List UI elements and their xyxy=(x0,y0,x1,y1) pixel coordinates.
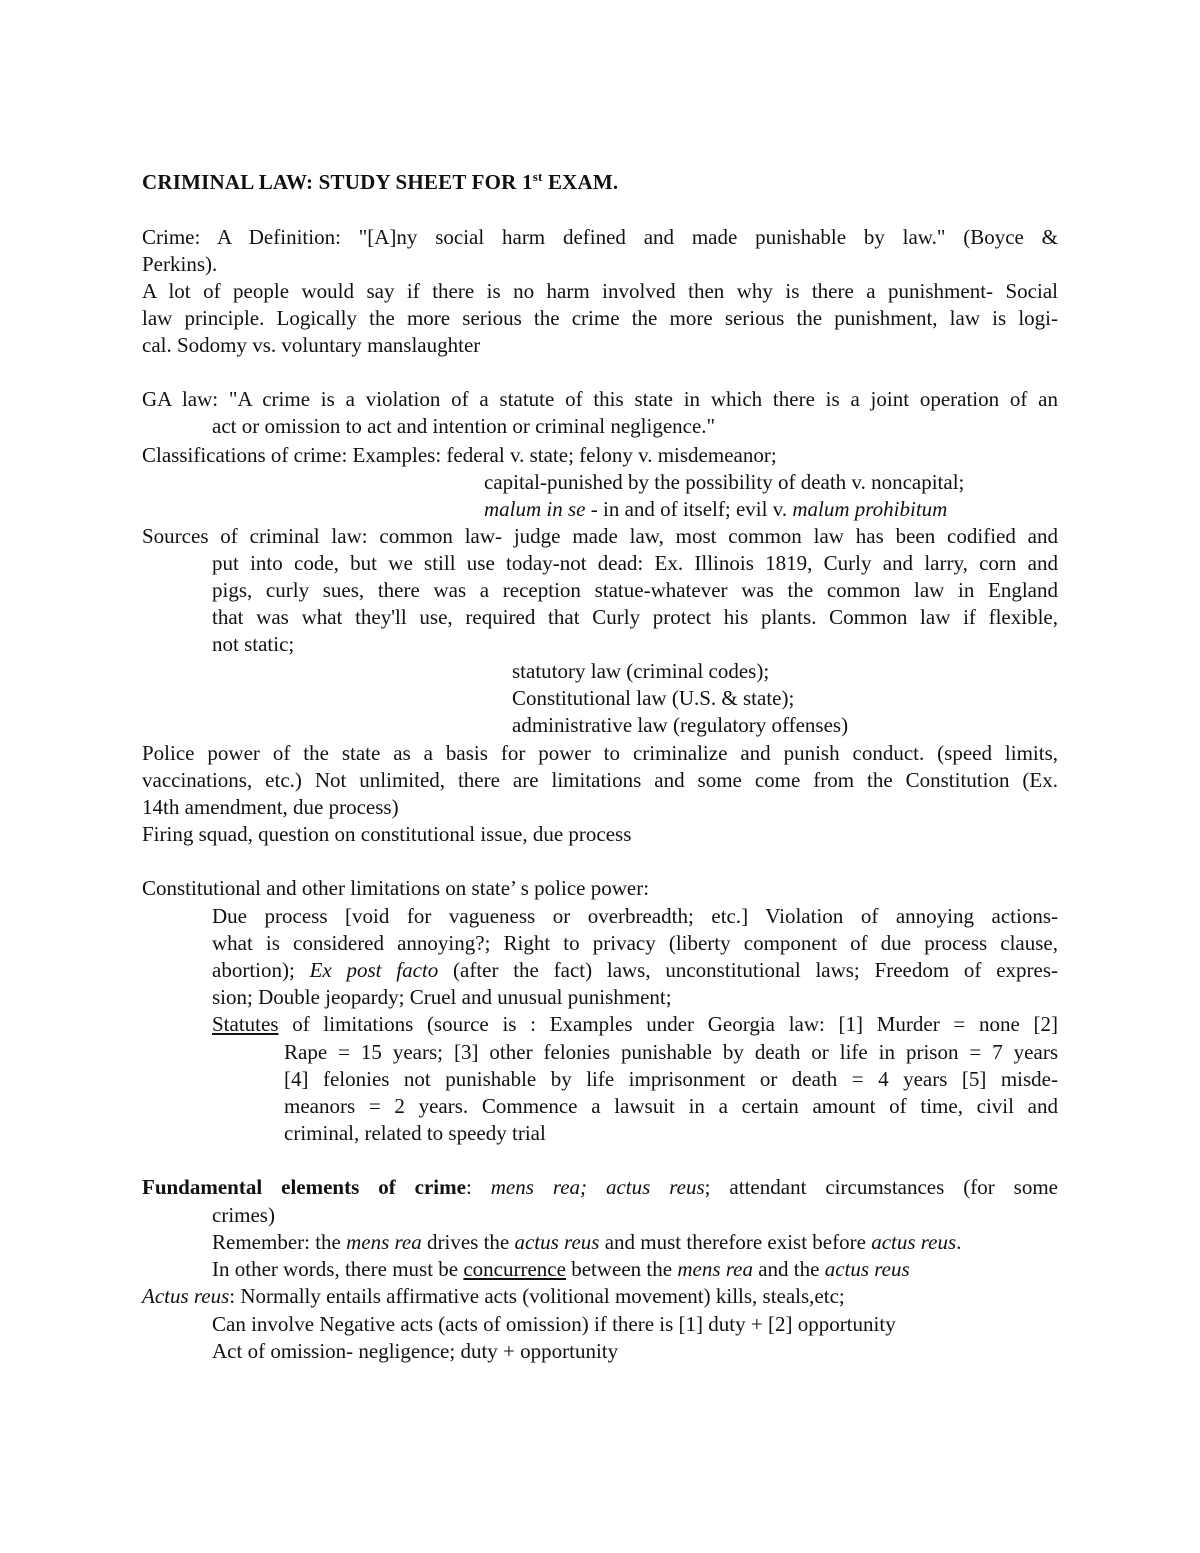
police-power-line-2: vaccinations, etc.) Not unlimited, there are limitations and some come from the Constitution (Ex. xyxy=(142,768,1058,792)
crime-note-line-2: law principle. Logically the more serious the crime the more serious the punishment, law is logi- xyxy=(142,306,1058,330)
elements-line-1: Fundamental elements of crime: mens rea; actus reus; attendant circumstances (for some xyxy=(142,1175,1058,1199)
sources-line-4: that was what they'll use, required that Curly protect his plants. Common law if flexible, xyxy=(212,605,1058,629)
sources-line-5: not static; xyxy=(212,632,295,656)
due-process-line-1: Due process [void for vagueness or overbreadth; etc.] Violation of annoying actions- xyxy=(212,904,1058,928)
ga-law-line-1: GA law: "A crime is a violation of a statute of this state in which there is a joint operation of an xyxy=(142,387,1058,411)
sources-constitutional-law: Constitutional law (U.S. & state); xyxy=(512,686,795,710)
actus-reus-line-2: Can involve Negative acts (acts of omission) if there is [1] duty + [2] opportunity xyxy=(212,1312,896,1336)
classifications-line-3: malum in se - in and of itself; evil v. malum prohibitum xyxy=(484,497,948,521)
sources-administrative-law: administrative law (regulatory offenses) xyxy=(512,713,849,737)
statutes-line-4: meanors = 2 years. Commence a lawsuit in a certain amount of time, civil and xyxy=(284,1094,1058,1118)
crime-note-line-3: cal. Sodomy vs. voluntary manslaughter xyxy=(142,333,481,357)
classifications-line-1: Classifications of crime: Examples: federal v. state; felony v. misdemeanor; xyxy=(142,443,777,467)
statutes-line-3: [4] felonies not punishable by life imprisonment or death = 4 years [5] misde- xyxy=(284,1067,1058,1091)
limitations-heading: Constitutional and other limitations on state’ s police power: xyxy=(142,876,650,900)
title-superscript: st xyxy=(532,169,543,184)
crime-definition-line-2: Perkins). xyxy=(142,252,218,276)
elements-line-4: In other words, there must be concurrence between the mens rea and the actus reus xyxy=(212,1257,910,1281)
page-title: CRIMINAL LAW: STUDY SHEET FOR 1st EXAM. xyxy=(142,169,619,194)
sources-line-2: put into code, but we still use today-not dead: Ex. Illinois 1819, Curly and larry, corn and xyxy=(212,551,1058,575)
actus-reus-line-1: Actus reus: Normally entails affirmative acts (volitional movement) kills, steals,etc; xyxy=(142,1284,845,1308)
elements-line-2: crimes) xyxy=(212,1203,275,1227)
due-process-line-3: abortion); Ex post facto (after the fact) laws, unconstitutional laws; Freedom of expres- xyxy=(212,958,1058,982)
due-process-line-4: sion; Double jeopardy; Cruel and unusual punishment; xyxy=(212,985,672,1009)
crime-note-line-1: A lot of people would say if there is no harm involved then why is there a punishment- Social xyxy=(142,279,1058,303)
statutes-line-5: criminal, related to speedy trial xyxy=(284,1121,546,1145)
ga-law-line-2: act or omission to act and intention or criminal negligence." xyxy=(212,414,716,438)
statutes-line-1: Statutes of limitations (source is : Examples under Georgia law: [1] Murder = none [2] xyxy=(212,1012,1058,1036)
police-power-line-1: Police power of the state as a basis for power to criminalize and punish conduct. (speed limits, xyxy=(142,741,1058,765)
sources-line-3: pigs, curly sues, there was a reception statue-whatever was the common law in England xyxy=(212,578,1058,602)
due-process-line-2: what is considered annoying?; Right to privacy (liberty component of due process clause, xyxy=(212,931,1058,955)
actus-reus-line-3: Act of omission- negligence; duty + opportunity xyxy=(212,1339,619,1363)
statutes-line-2: Rape = 15 years; [3] other felonies punishable by death or life in prison = 7 years xyxy=(284,1040,1058,1064)
sources-statutory-law: statutory law (criminal codes); xyxy=(512,659,770,683)
classifications-line-2: capital-punished by the possibility of death v. noncapital; xyxy=(484,470,965,494)
police-power-line-3: 14th amendment, due process) xyxy=(142,795,399,819)
crime-definition-line-1: Crime: A Definition: "[A]ny social harm defined and made punishable by law." (Boyce & xyxy=(142,225,1058,249)
police-power-line-4: Firing squad, question on constitutional issue, due process xyxy=(142,822,632,846)
sources-line-1: Sources of criminal law: common law- judge made law, most common law has been codified and xyxy=(142,524,1058,548)
elements-line-3: Remember: the mens rea drives the actus reus and must therefore exist before actus reus. xyxy=(212,1230,962,1254)
